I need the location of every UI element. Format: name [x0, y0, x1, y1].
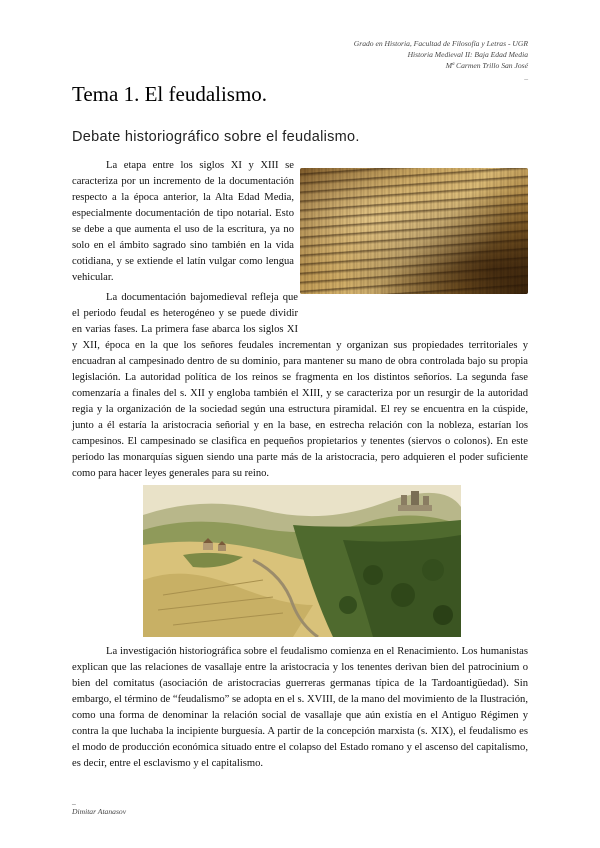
medieval-landscape-image — [143, 485, 461, 637]
manuscript-image — [300, 168, 528, 294]
header-dash: _ — [524, 72, 528, 81]
paragraph-feudal-phases — [72, 290, 528, 482]
page-title: Tema 1. El feudalismo. — [72, 82, 268, 106]
paragraph-feudal-phases-text: La documentación bajomedieval refleja que el periodo feudal es heterogéneo y se puede dividir en varias fases. La primera fase abarca los siglos XI y XII, época en la que los señores feudales incrementan y organizan sus propiedades territoriales y encuadran al campesinado dentro de su dominio, para mantener su mano de obra controlada bajo su propia legislación. La autoridad política de los reinos se fragmenta en los distintos señoríos. La segunda fase comenzaría a finales del s. XII y engloba también el XIII, y se caracteriza por un resurgir de la autoridad regia y la organización de la sociedad según una estructura piramidal. El rey se encuentra en la cúspide, junto a él estaría la aristocracia señorial y en la base, en estrecha relación con la nobleza, estarían los campesinos. El campesinado se clasifica en pequeños propietarios y tenentes (siervos o colonos). En este periodo las monarquías siguen siendo una parte más de la aristocracia, pero adquieren el poder suficiente como para hacer leyes generales para su reino. — [72, 292, 528, 479]
text-wrap-spacer — [298, 290, 528, 336]
footer-dash: _ — [72, 797, 76, 806]
header-degree: Grado en Historia, Facultad de Filosofía y Letras - UGR — [353, 39, 528, 48]
header-course: Historia Medieval II: Baja Edad Media — [407, 50, 528, 59]
page-footer — [72, 797, 126, 817]
landscape-illustration — [143, 485, 461, 637]
paragraph-documentation-increase: La etapa entre los siglos XI y XIII se caracteriza por un incremento de la documentación respecto a la época anterior, la Alta Edad Media, especialmente documentación de tipo notarial. Esto se debe a que aumenta el uso de la escritura, ya no solo en el ámbito sagrado sino también en la vida cotidiana, y se extiende el latín vulgar como lengua vehicular. — [72, 160, 294, 283]
paragraph-historiography: La investigación historiográfica sobre el feudalismo comienza en el Renacimiento. Los humanistas explican que las relaciones de vasallaje entre la aristocracia y los tenentes derivan bien del patrocinium o bien del comitatus (asociación de aristocracias guerreras germanas típica de la Tardoantigüedad). Sin embargo, el término de “feudalismo” se adopta en el s. XVIII, de la mano del movimiento de la Ilustración, como una forma de denominar la relación social de vasallaje que aún existía en el Antiguo Régimen y contra la que luchaba la incipiente burguesía. A partir de la concepción marxista (s. XIX), el feudalismo es el modo de producción económica situado entre el colapso del Estado romano y el ascenso del capitalismo, es decir, entre el esclavismo y el capitalismo. — [72, 646, 528, 769]
footer-author: Dimitar Atanasov — [72, 807, 127, 816]
manuscript-texture — [300, 168, 528, 294]
section-subtitle: Debate historiográfico sobre el feudalismo. — [72, 129, 360, 145]
page-header — [354, 38, 528, 82]
header-professor: Mª Carmen Trillo San José — [445, 61, 528, 70]
